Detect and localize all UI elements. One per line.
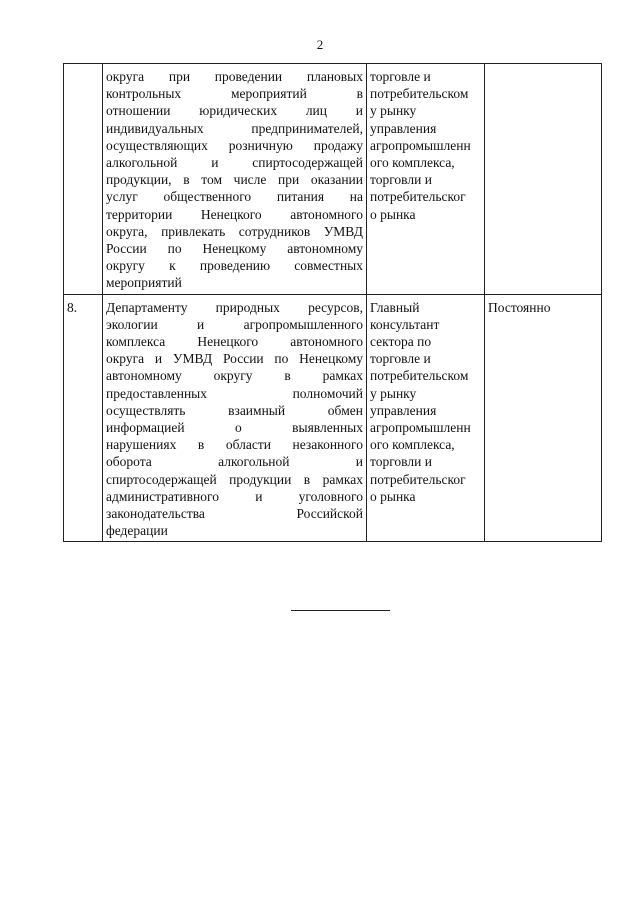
measure-text-cell [103, 64, 367, 295]
responsible-line: сектора по [370, 334, 432, 350]
measure-text-line: законодательства Российской [106, 506, 363, 522]
measure-text-line: информацией о выявленных [106, 420, 363, 436]
measure-text-cell [103, 294, 367, 542]
row-number-cell [64, 64, 103, 295]
measure-text-line: алкогольной и спиртосодержащей [106, 155, 363, 171]
term-cell [485, 64, 602, 295]
term-cell: Постоянно [485, 294, 602, 542]
responsible-line: агропромышленн [370, 137, 471, 153]
measure-text-line: административного и уголовного [106, 488, 363, 504]
measure-text-line: контрольных мероприятий в [106, 86, 363, 102]
measure-text-line: округу к проведению совместных [106, 258, 363, 274]
measure-text-line: округа при проведении плановых [106, 69, 363, 84]
measure-text-line: индивидуальных предпринимателей, [106, 120, 363, 136]
responsible-line: потребительског [370, 189, 466, 205]
measure-text-line: отношении юридических лиц и [106, 103, 363, 119]
responsible-line: ого комплекса, [370, 437, 455, 453]
responsible-line: торговле и [370, 69, 431, 84]
responsible-line: торговли и [370, 454, 432, 470]
measure-text-line: округа и УМВД России по Ненецкому [106, 351, 363, 367]
measure-text-line: России по Ненецкому автономному [106, 241, 363, 257]
measure-text-line: оборота алкогольной и [106, 454, 363, 470]
measure-text-line: мероприятий [106, 275, 182, 291]
table-row [64, 294, 602, 542]
measure-text-line: территории Ненецкого автономного [106, 206, 363, 222]
measure-text-line: комплекса Ненецкого автономного [106, 334, 363, 350]
measure-text-line: осуществлять взаимный обмен [106, 402, 363, 418]
measure-text-line: экологии и агропромышленного [106, 316, 363, 332]
responsible-line: у рынку [370, 385, 417, 401]
measure-text-line: автономному округу в рамках [106, 368, 363, 384]
responsible-line: ого комплекса, [370, 155, 455, 171]
responsible-line: о рынка [370, 206, 416, 222]
responsible-cell [367, 64, 485, 295]
measure-text-line: Департаменту природных ресурсов, [106, 299, 363, 315]
responsible-line: торговле и [370, 351, 431, 367]
page-number: 2 [316, 37, 324, 52]
responsible-line: Главный [370, 299, 420, 315]
measure-text-line: округа, привлекать сотрудников УМВД [106, 223, 363, 239]
responsible-line: агропромышленн [370, 420, 471, 436]
responsible-line: консультант [370, 316, 440, 332]
measure-text-line: осуществляющих розничную продажу [106, 137, 363, 153]
responsible-cell [367, 294, 485, 542]
footer-rule [291, 610, 390, 611]
responsible-line: управления [370, 402, 437, 418]
measure-text-line: услуг общественного питания на [106, 189, 363, 205]
responsible-line: потребительског [370, 471, 466, 487]
responsible-line: управления [370, 120, 437, 136]
measure-text-line: спиртосодержащей продукции в рамках [106, 471, 363, 487]
responsible-line: торговли и [370, 172, 432, 188]
responsible-line: о рынка [370, 488, 416, 504]
measure-text-line: нарушениях в области незаконного [106, 437, 363, 453]
responsible-line: потребительском [370, 86, 469, 102]
measure-text-line: предоставленных полномочий [106, 385, 363, 401]
row-number-cell: 8. [64, 294, 103, 542]
measure-text-line: федерации [106, 523, 168, 539]
measure-text-line: продукции, в том числе при оказании [106, 172, 363, 188]
measures-table [63, 63, 602, 542]
table-row [64, 64, 602, 295]
responsible-line: потребительском [370, 368, 469, 384]
responsible-line: у рынку [370, 103, 417, 119]
